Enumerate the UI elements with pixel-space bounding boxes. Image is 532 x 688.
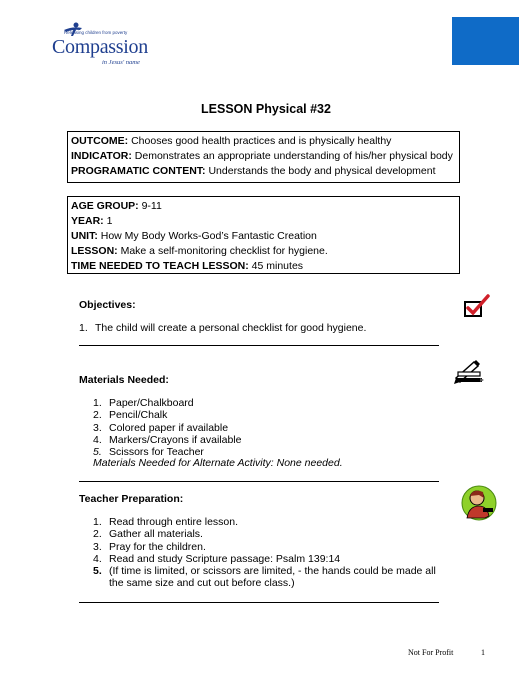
list-item xyxy=(93,397,241,409)
list-item-text: Pray for the children. xyxy=(109,540,206,553)
unit-row xyxy=(71,229,456,244)
list-item-text: Read through entire lesson. xyxy=(109,516,238,528)
pencil-crayon-tools-icon xyxy=(452,358,486,386)
programatic-label: PROGRAMATIC CONTENT: xyxy=(71,165,206,177)
list-item-number: 2. xyxy=(93,409,102,422)
section-divider xyxy=(79,345,439,346)
lesson-label: LESSON: xyxy=(71,245,118,257)
age-group-label: AGE GROUP: xyxy=(71,200,139,212)
list-item-text: Gather all materials. xyxy=(109,528,203,541)
list-item-text: Scissors for Teacher xyxy=(109,446,204,459)
programatic-row xyxy=(71,164,456,179)
teacher-preparation-heading: Teacher Preparation: xyxy=(79,493,184,505)
list-item xyxy=(93,409,241,421)
indicator-label: INDICATOR: xyxy=(71,150,132,162)
list-item-number: 5. xyxy=(93,446,102,459)
footer-not-for-profit: Not For Profit xyxy=(408,648,454,657)
time-needed-row xyxy=(71,259,456,274)
preparation-list xyxy=(93,516,438,590)
list-item xyxy=(93,516,438,528)
logo-tagline-top: Releasing children from poverty xyxy=(64,30,128,35)
list-item-number: 1. xyxy=(93,397,102,409)
logo-wordmark: Compassion xyxy=(52,36,148,58)
time-needed-value: 45 minutes xyxy=(248,260,304,272)
lesson-value: Make a self-monitoring checklist for hygiene. xyxy=(117,245,328,257)
year-row xyxy=(71,214,456,229)
objectives-heading: Objectives: xyxy=(79,299,136,311)
year-label: YEAR: xyxy=(71,215,104,227)
time-needed-label: TIME NEEDED TO TEACH LESSON: xyxy=(71,260,249,272)
checkbox-checkmark-icon xyxy=(463,294,491,318)
section-divider xyxy=(79,481,439,482)
alternate-activity-note: Materials Needed for Alternate Activity: None needed. xyxy=(93,457,343,469)
materials-heading: Materials Needed: xyxy=(79,374,169,386)
list-item-number: 1. xyxy=(79,322,88,334)
list-item xyxy=(93,528,438,540)
list-item-number: 1. xyxy=(93,516,102,528)
list-item-number: 3. xyxy=(93,540,102,553)
list-item-number: 2. xyxy=(93,528,102,541)
list-item xyxy=(93,565,438,590)
logo-tagline-bottom: in Jesus' name xyxy=(102,59,140,66)
lesson-row xyxy=(71,244,456,259)
blue-decorative-square xyxy=(452,17,519,65)
list-item xyxy=(93,553,438,565)
age-group-row xyxy=(71,199,456,214)
list-item-text: The child will create a personal checklist for good hygiene. xyxy=(95,322,367,334)
unit-value: How My Body Works-God’s Fantastic Creation xyxy=(97,230,317,242)
list-item-number: 5. xyxy=(93,565,102,578)
compassion-logo xyxy=(52,22,164,66)
page-title: LESSON Physical #32 xyxy=(201,102,331,116)
unit-label: UNIT: xyxy=(71,230,98,242)
section-divider xyxy=(79,602,439,603)
page-number: 1 xyxy=(481,648,485,657)
list-item xyxy=(93,541,438,553)
objectives-list xyxy=(79,322,366,334)
list-item-text: Pencil/Chalk xyxy=(109,409,168,422)
list-item-number: 4. xyxy=(93,433,102,446)
list-item-text: Paper/Chalkboard xyxy=(109,397,194,409)
indicator-value: Demonstrates an appropriate understanding of his/her physical body xyxy=(131,150,453,162)
outcome-box xyxy=(67,131,460,183)
outcome-row xyxy=(71,134,456,149)
age-group-value: 9-11 xyxy=(138,200,162,212)
list-item-number: 4. xyxy=(93,552,102,565)
list-item-text: Colored paper if available xyxy=(109,421,229,434)
list-item xyxy=(93,422,241,434)
list-item-text: Markers/Crayons if available xyxy=(109,433,242,446)
list-item-number: 3. xyxy=(93,421,102,434)
materials-list xyxy=(93,397,241,458)
list-item xyxy=(93,434,241,446)
list-item-text: Read and study Scripture passage: Psalm 139:14 xyxy=(109,552,341,565)
list-item xyxy=(79,322,366,334)
outcome-label: OUTCOME: xyxy=(71,135,129,147)
lesson-info-box xyxy=(67,196,460,274)
indicator-row xyxy=(71,149,456,164)
teacher-clipart-icon xyxy=(459,484,499,522)
list-item-text: (If time is limited, or scissors are limited, - the hands could be made all the same size and cut out before class.) xyxy=(109,565,436,590)
programatic-value: Understands the body and physical development xyxy=(205,165,436,177)
year-value: 1 xyxy=(103,215,113,227)
outcome-value: Chooses good health practices and is physically healthy xyxy=(128,135,392,147)
